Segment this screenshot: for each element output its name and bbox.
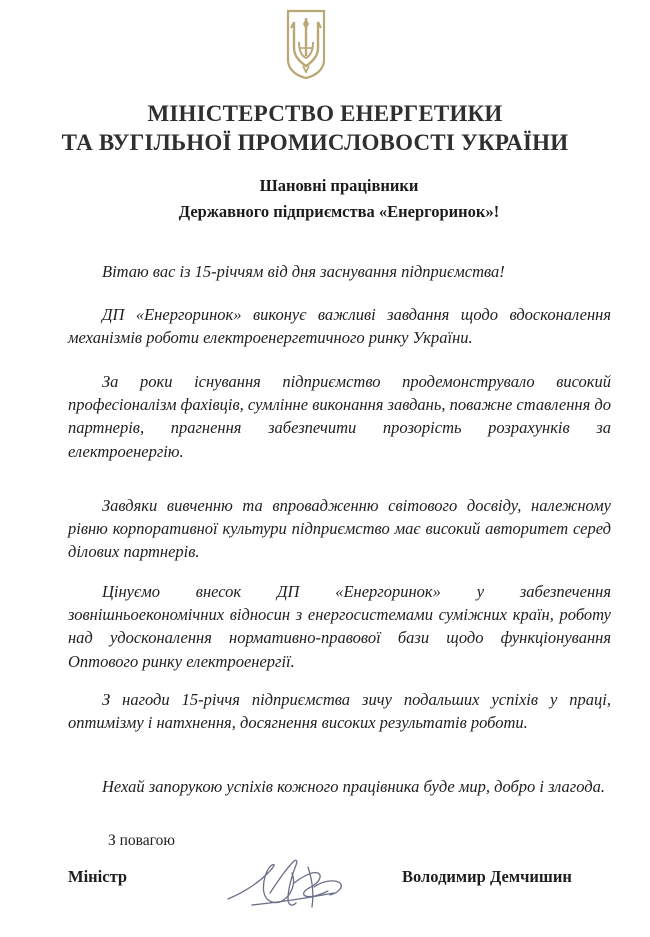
ministry-name-line1: МІНІСТЕРСТВО ЕНЕРГЕТИКИ (147, 101, 503, 126)
ministry-name-line2: ТА ВУГІЛЬНОЇ ПРОМИСЛОВОСТІ УКРАЇНИ (61, 130, 569, 155)
greeting-line1: Шановні працівники (259, 176, 419, 195)
letter-paragraph-3: За роки існування підприємство продемонструвало високий професіоналізм фахівців, сумлінне виконання завдань, поважне ставлення до партнерів, прагнення забезпечити прозорість розрахунків за електроенергію. (68, 372, 611, 461)
letter-paragraph-6: З нагоди 15-річчя підприємства зичу подальших успіхів у праці, оптимізму і натхнення, досягнення високих результатів роботи. (68, 690, 611, 733)
letter-paragraph-1: Вітаю вас із 15-річчям від дня заснування підприємства! (102, 262, 505, 281)
trident-emblem-icon (285, 8, 327, 80)
letter-paragraph-4: Завдяки вивченню та впровадженню світового досвіду, належному рівню корпоративної культури підприємство має високий авторитет серед ділових партнерів. (68, 496, 611, 562)
closing-regards: З повагою (108, 832, 175, 849)
signatory-position: Міністр (68, 867, 128, 886)
letter-paragraph-2: ДП «Енергоринок» виконує важливі завдання щодо вдосконалення механізмів роботи електроенергетичного ринку України. (68, 305, 611, 348)
letter-paragraph-7: Нехай запорукою успіхів кожного працівника буде мир, добро і злагода. (102, 777, 605, 796)
greeting-line2: Державного підприємства «Енергоринок»! (178, 202, 500, 221)
signatory-name: Володимир Демчишин (402, 867, 572, 886)
letter-paragraph-5: Цінуємо внесок ДП «Енергоринок» у забезпечення зовнішньоекономічних відносин з енергосистемами суміжних країн, роботу над удосконалення нормативно-правової бази щодо функціонування Оптового ринку електроенергії. (68, 582, 611, 671)
handwritten-signature-icon (222, 853, 354, 915)
